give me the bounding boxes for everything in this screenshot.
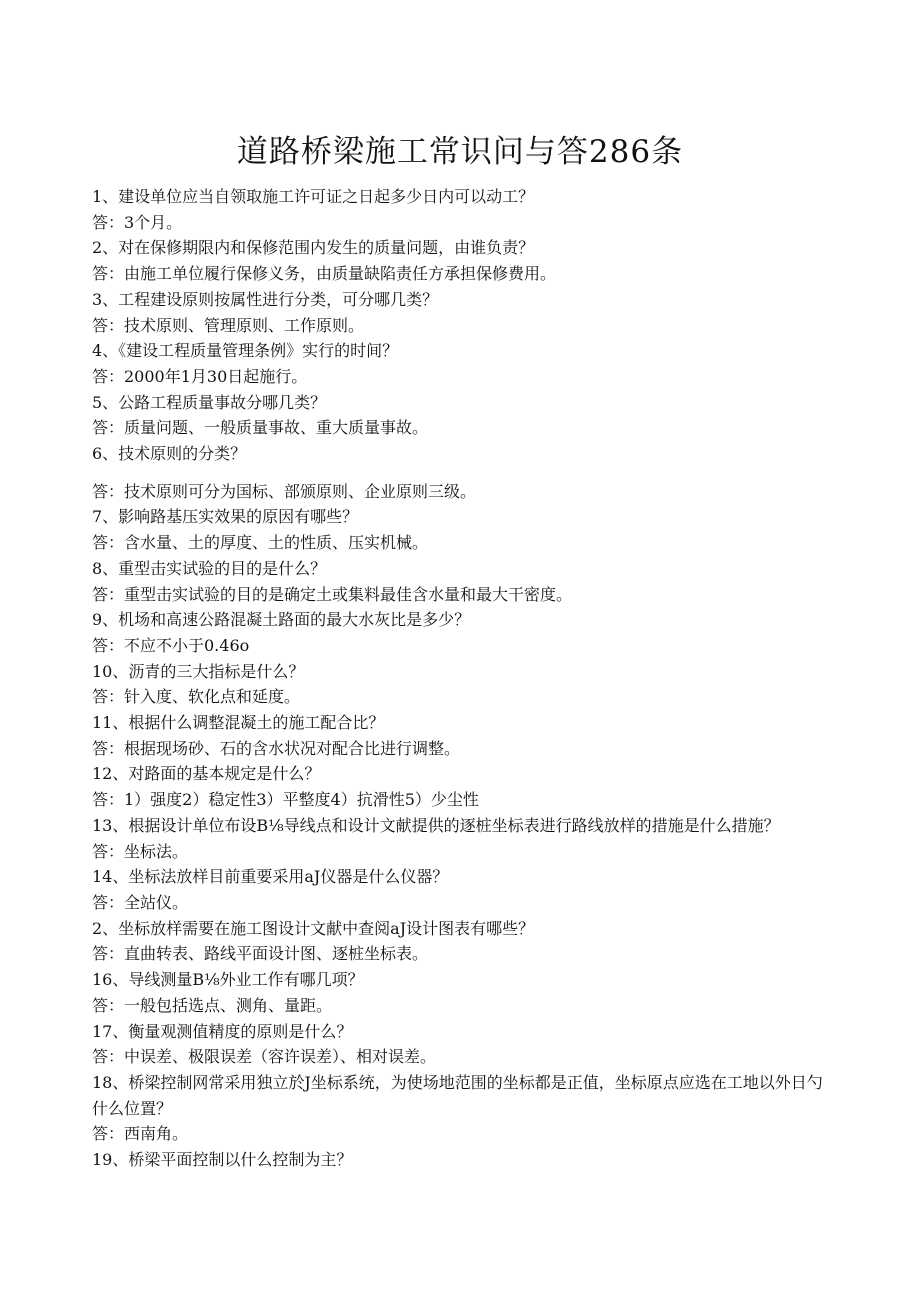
question-13: 13、根据设计单位布设B⅛导线点和设计文献提供的逐桩坐标表进行路线放样的措施是什么措施？ — [92, 815, 780, 835]
answer-13: 答：坐标法。 — [92, 841, 189, 861]
answer-5: 答：质量问题、一般质量事故、重大质量事故。 — [92, 418, 429, 438]
question-5: 5、公路工程质量事故分哪几类？ — [92, 392, 327, 412]
answer-1: 答：3个月。 — [92, 212, 183, 232]
question-4: 4、《建设工程质量管理条例》实行的时间？ — [92, 341, 399, 361]
question-9: 9、机场和高速公路混凝土路面的最大水灰比是多少？ — [92, 610, 471, 630]
answer-16: 答：一般包括选点、测角、量距。 — [92, 995, 333, 1015]
question-7: 7、影响路基压实效果的原因有哪些？ — [92, 507, 359, 527]
question-3: 3、工程建设原则按属性进行分类，可分哪几类？ — [92, 289, 439, 309]
question-6: 6、技术原则的分类？ — [92, 444, 247, 464]
answer-4: 答：2000年1月30日起施行。 — [92, 366, 308, 386]
question-18: 18、桥梁控制网常采用独立於J坐标系统，为使场地范围的坐标都是正值，坐标原点应选在工地以外日勺什么位置？ — [92, 1072, 823, 1118]
qa-content — [92, 184, 837, 1173]
answer-11: 答：根据现场砂、石的含水状况对配合比进行调整。 — [92, 738, 461, 758]
answer-8: 答：重型击实试验的目的是确定土或集料最佳含水量和最大干密度。 — [92, 584, 573, 604]
answer-17: 答：中误差、极限误差（容许误差）、相对误差。 — [92, 1047, 437, 1067]
answer-7: 答：含水量、土的厚度、土的性质、压实机械。 — [92, 533, 429, 553]
document-title: 道路桥梁施工常识问与答286条 — [236, 134, 684, 170]
question-15: 2、坐标放样需要在施工图设计文献中查阅aJ设计图表有哪些？ — [92, 918, 535, 938]
question-2: 2、对在保修期限内和保修范围内发生的质量问题，由谁负责？ — [92, 238, 535, 258]
answer-9: 答：不应不小于0.46o — [92, 635, 250, 655]
question-14: 14、坐标法放样目前重要采用aJ仪器是什么仪器？ — [92, 867, 449, 887]
answer-6: 答：技术原则可分为国标、部颁原则、企业原则三级。 — [92, 481, 477, 501]
question-16: 16、导线测量B⅛外业工作有哪几项？ — [92, 970, 364, 990]
answer-10: 答：针入度、软化点和延度。 — [92, 687, 301, 707]
answer-15: 答：直曲转表、路线平面设计图、逐桩坐标表。 — [92, 944, 429, 964]
question-1: 1、建设单位应当自领取施工许可证之日起多少日内可以动工？ — [92, 187, 535, 206]
question-17: 17、衡量观测值精度的原则是什么？ — [92, 1021, 353, 1041]
question-8: 8、重型击实试验的目的是什么？ — [92, 558, 327, 578]
answer-2: 答：由施工单位履行保修义务，由质量缺陷责任方承担保修费用。 — [92, 264, 557, 284]
question-10: 10、沥青的三大指标是什么？ — [92, 661, 305, 681]
question-11: 11、根据什么调整混凝土的施工配合比？ — [92, 713, 385, 733]
question-12: 12、对路面的基本规定是什么？ — [92, 764, 321, 784]
answer-14: 答：全站仪。 — [92, 892, 189, 912]
answer-3: 答：技术原则、管理原则、工作原则。 — [92, 315, 365, 335]
answer-18: 答：西南角。 — [92, 1124, 189, 1144]
answer-12: 答：1）强度2）稳定性3）平整度4）抗滑性5）少尘性 — [92, 790, 479, 810]
question-19: 19、桥梁平面控制以什么控制为主？ — [92, 1150, 353, 1170]
